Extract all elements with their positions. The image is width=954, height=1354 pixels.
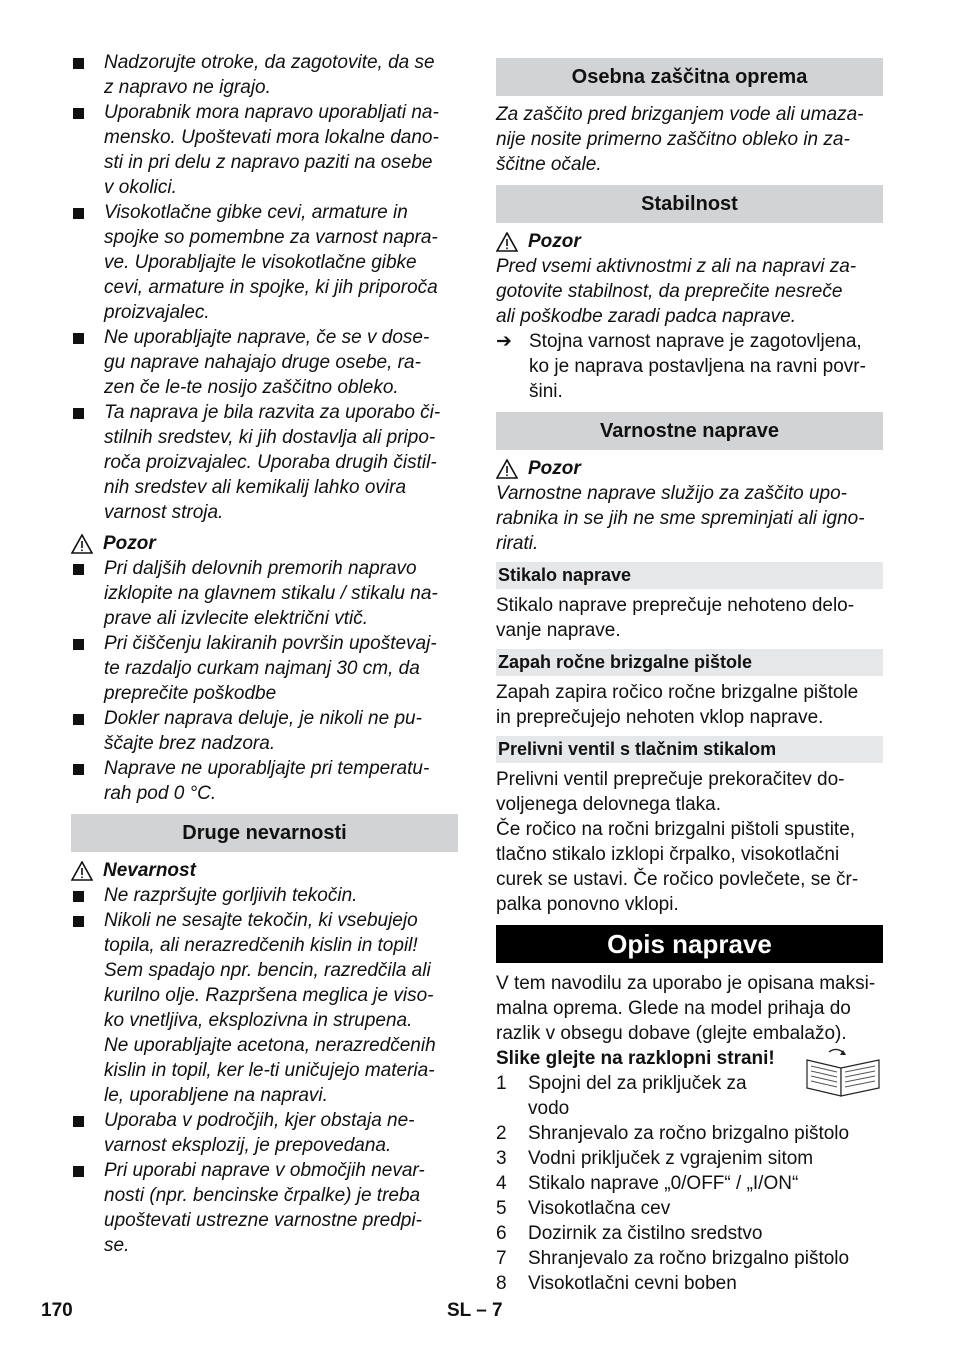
list-item bbox=[71, 1108, 458, 1158]
bullet-list-2 bbox=[71, 556, 458, 806]
bullet-square-icon bbox=[73, 1116, 84, 1127]
component-item bbox=[496, 1071, 883, 1121]
arrow-right-icon: ➔ bbox=[496, 331, 512, 352]
bullet-square-icon bbox=[73, 108, 84, 119]
section-heading-stability: Stabilnost bbox=[496, 185, 883, 223]
list-item bbox=[71, 631, 458, 706]
component-label: Shranjevalo za ročno brizgalno pištolo bbox=[528, 1248, 850, 1269]
list-item-text: Naprave ne uporabljajte pri temperatu- rah pod 0 °C. bbox=[104, 758, 430, 804]
subheading-overflow-valve: Prelivni ventil s tlačnim stikalom bbox=[496, 736, 883, 763]
list-item bbox=[71, 706, 458, 756]
list-item bbox=[71, 325, 458, 400]
language-page-label: SL – 7 bbox=[447, 1300, 503, 1321]
bullet-square-icon bbox=[73, 916, 84, 927]
list-item-text: Nikoli ne sesajte tekočin, ki vsebujejo topila, ali nerazredčenih kislin in topil! Sem spadajo npr. bencin, razredčila ali kurilno olje. Razpršena meglica je viso- ko vnetljiva, eksplozivna in strupena. Ne uporabljajte acetona, nerazredčenih kislin in topil, ker le-ti uničujejo materia- le, uporabljene na napravi. bbox=[104, 910, 436, 1106]
foldout-note: Slike glejte na razklopni strani! bbox=[496, 1048, 775, 1069]
bullet-list-1 bbox=[71, 50, 458, 525]
caution-label: Pozor bbox=[103, 533, 156, 554]
component-number: 5 bbox=[496, 1198, 507, 1219]
bullet-square-icon bbox=[73, 208, 84, 219]
bullet-square-icon bbox=[73, 639, 84, 650]
list-item bbox=[71, 908, 458, 1108]
list-item bbox=[71, 100, 458, 200]
list-item bbox=[71, 556, 458, 631]
component-item bbox=[496, 1271, 883, 1296]
component-number: 3 bbox=[496, 1148, 507, 1169]
safety-caution-heading bbox=[496, 456, 883, 481]
bullet-square-icon bbox=[73, 764, 84, 775]
page-number: 170 bbox=[41, 1300, 73, 1321]
section-heading-protective-equipment: Osebna zaščitna oprema bbox=[496, 58, 883, 96]
stability-caution-heading bbox=[496, 229, 883, 254]
list-item-text: Uporaba v področjih, kjer obstaja ne- varnost eksplozij, je prepovedana. bbox=[104, 1110, 415, 1156]
component-list bbox=[496, 1071, 883, 1296]
chapter-heading-device-description: Opis naprave bbox=[496, 925, 883, 963]
list-item bbox=[71, 756, 458, 806]
list-item-text: Nadzorujte otroke, da zagotovite, da se z napravo ne igrajo. bbox=[104, 52, 435, 98]
component-label: Stikalo naprave „0/OFF“ / „I/ON“ bbox=[528, 1173, 799, 1194]
component-item bbox=[496, 1221, 883, 1246]
bullet-square-icon bbox=[73, 1166, 84, 1177]
safety-devices-text: Varnostne naprave služijo za zaščito upo- rabnika in se jih ne sme spreminjati ali igno- rirati. bbox=[496, 483, 865, 554]
list-item-text: Ta naprava je bila razvita za uporabo či- stilnih sredstev, ki jih dostavlja ali pripo- roča proizvajalec. Uporaba drugih čistil- nih sredstev ali kemikalij lahko ovira varnost stroja. bbox=[104, 402, 441, 523]
list-item bbox=[71, 400, 458, 525]
list-item-text: Dokler naprava deluje, je nikoli ne pu- ščajte brez nadzora. bbox=[104, 708, 422, 754]
right-column bbox=[496, 50, 883, 1296]
stability-caution-label: Pozor bbox=[528, 231, 581, 252]
list-item-text: Ne razpršujte gorljivih tekočin. bbox=[104, 885, 358, 906]
list-item-text: Pri daljših delovnih premorih napravo izklopite na glavnem stikalu / stikalu na- prave ali izvlecite električni vtič. bbox=[104, 558, 438, 629]
component-label: Visokotlačni cevni boben bbox=[528, 1273, 737, 1294]
warning-icon bbox=[496, 459, 518, 479]
bullet-square-icon bbox=[73, 714, 84, 725]
section-heading-other-hazards: Druge nevarnosti bbox=[71, 814, 458, 852]
danger-label: Nevarnost bbox=[103, 860, 196, 881]
list-item-text: Pri uporabi naprave v območjih nevar- nosti (npr. bencinske črpalke) je treba upoštevati ustrezne varnostne predpi- se. bbox=[104, 1160, 425, 1256]
warning-icon bbox=[71, 534, 93, 554]
bullet-square-icon bbox=[73, 891, 84, 902]
trigger-lock-text: Zapah zapira ročico ročne brizgalne pištole in preprečujejo nehoten vklop naprave. bbox=[496, 682, 859, 728]
component-item bbox=[496, 1171, 883, 1196]
component-item bbox=[496, 1196, 883, 1221]
subheading-trigger-lock: Zapah ročne brizgalne pištole bbox=[496, 649, 883, 676]
stability-result bbox=[496, 329, 883, 404]
component-item bbox=[496, 1121, 883, 1146]
component-number: 1 bbox=[496, 1073, 507, 1094]
component-label: Visokotlačna cev bbox=[528, 1198, 671, 1219]
component-label: Shranjevalo za ročno brizgalno pištolo bbox=[528, 1123, 850, 1144]
bullet-list-3 bbox=[71, 883, 458, 1258]
list-item bbox=[71, 200, 458, 325]
overflow-valve-text: Prelivni ventil preprečuje prekoračitev do- voljenega delovnega tlaka. Če ročico na ročni brizgalni pištoli spustite, tlačno stikalo izklopi črpalko, visokotlačni curek se ustavi. Če ročico povlečete, se čr- palka ponovno vklopi. bbox=[496, 769, 859, 915]
foldout-block bbox=[496, 1046, 883, 1296]
safety-caution-label: Pozor bbox=[528, 458, 581, 479]
component-number: 8 bbox=[496, 1273, 507, 1294]
bullet-square-icon bbox=[73, 564, 84, 575]
stability-result-text: Stojna varnost naprave je zagotovljena, ko je naprava postavljena na ravni povr- šini. bbox=[529, 331, 866, 402]
component-item bbox=[496, 1146, 883, 1171]
section-heading-safety-devices: Varnostne naprave bbox=[496, 412, 883, 450]
caution-heading bbox=[71, 531, 458, 556]
component-number: 6 bbox=[496, 1223, 507, 1244]
device-description-intro: V tem navodilu za uporabo je opisana maksi- malna oprema. Glede na model prihaja do razlik v obsegu dobave (glejte embalažo). bbox=[496, 973, 876, 1044]
warning-icon bbox=[496, 232, 518, 252]
component-label: Dozirnik za čistilno sredstvo bbox=[528, 1223, 763, 1244]
left-column bbox=[71, 50, 458, 1258]
component-label: Spojni del za priključek za vodo bbox=[528, 1073, 747, 1119]
component-number: 7 bbox=[496, 1248, 507, 1269]
list-item bbox=[71, 1158, 458, 1258]
component-number: 2 bbox=[496, 1123, 507, 1144]
list-item bbox=[71, 50, 458, 100]
component-number: 4 bbox=[496, 1173, 507, 1194]
warning-icon bbox=[71, 861, 93, 881]
stability-text: Pred vsemi aktivnostmi z ali na napravi za- gotovite stabilnost, da preprečite nesreče ali poškodbe zaradi padca naprave. bbox=[496, 256, 857, 327]
subheading-device-switch: Stikalo naprave bbox=[496, 562, 883, 589]
component-label: Vodni priključek z vgrajenim sitom bbox=[528, 1148, 814, 1169]
list-item-text: Pri čiščenju lakiranih površin upoštevaj- te razdaljo curkam najmanj 30 cm, da preprečite poškodbe bbox=[104, 633, 437, 704]
list-item-text: Uporabnik mora napravo uporabljati na- mensko. Upoštevati mora lokalne dano- sti in pri delu z napravo paziti na osebe v okolici. bbox=[104, 102, 439, 198]
bullet-square-icon bbox=[73, 58, 84, 69]
device-switch-text: Stikalo naprave preprečuje nehoteno delo- vanje naprave. bbox=[496, 595, 855, 641]
bullet-square-icon bbox=[73, 408, 84, 419]
bullet-square-icon bbox=[73, 333, 84, 344]
list-item-text: Visokotlačne gibke cevi, armature in spojke so pomembne za varnost napra- ve. Uporabljajte le visokotlačne gibke cevi, armature in spojke, ki jih priporoča proizvajalec. bbox=[104, 202, 438, 323]
list-item bbox=[71, 883, 458, 908]
list-item-text: Ne uporabljajte naprave, če se v dose- gu naprave nahajajo druge osebe, ra- zen če le-te nosijo zaščitno obleko. bbox=[104, 327, 430, 398]
danger-heading bbox=[71, 858, 458, 883]
protective-equipment-text: Za zaščito pred brizganjem vode ali umaza- nije nosite primerno zaščitno obleko in za- ščitne očale. bbox=[496, 104, 864, 175]
component-item bbox=[496, 1246, 883, 1271]
